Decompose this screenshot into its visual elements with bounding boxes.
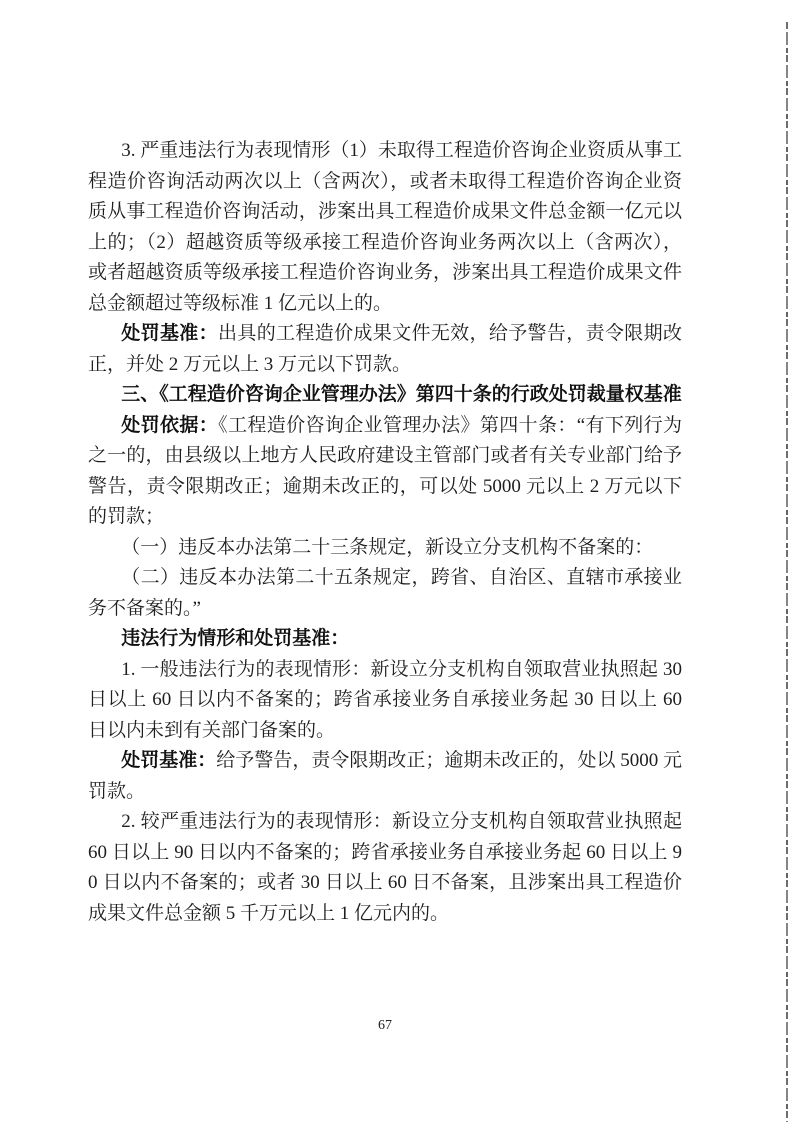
- subheading-text: 违法行为情形和处罚基准：: [121, 628, 350, 649]
- paragraph-text: 出具的工程造价成果文件无效，给予警告，责令限期改正，并处 2 万元以上 3 万元以下罚款。: [88, 323, 682, 375]
- penalty-basis-label: 处罚依据：: [121, 414, 219, 436]
- paragraph-penalty-basis: [88, 411, 682, 533]
- paragraph-text: （一）违反本办法第二十三条规定，新设立分支机构不备案的：: [121, 536, 654, 558]
- paragraph-severe-violation: [88, 136, 682, 319]
- penalty-standard-label: 处罚基准：: [121, 750, 217, 771]
- paragraph-general-violation: [88, 655, 682, 747]
- document-body: [88, 136, 682, 929]
- paragraph-text: （二）违反本办法第二十五条规定，跨省、自治区、直辖市承接业务不备案的。”: [88, 567, 682, 619]
- paragraph-text: 3. 严重违法行为表现情形（1）未取得工程造价咨询企业资质从事工程造价咨询活动两次以上（含两次），或者未取得工程造价咨询企业资质从事工程造价咨询活动，涉案出具工程造价成果文件总金额一亿元以上的；（2）超越资质等级承接工程造价咨询业务两次以上（含两次），或者超越资质等级承接工程造价咨询业务，涉案出具工程造价成果文件总金额超过等级标准 1 亿元以上的。: [88, 140, 682, 314]
- list-item-two: [88, 563, 682, 624]
- paragraph-penalty-standard-1: [88, 319, 682, 380]
- paragraph-text: 给予警告，责令限期改正；逾期未改正的，处以 5000 元罚款。: [88, 750, 682, 802]
- paragraph-more-severe-violation: [88, 807, 682, 929]
- penalty-standard-label: 处罚基准：: [121, 323, 218, 344]
- paragraph-penalty-standard-2: [88, 746, 682, 807]
- paragraph-text: 1. 一般违法行为的表现情形：新设立分支机构自领取营业执照起 30 日以上 60 日以内不备案的；跨省承接业务自承接业务起 30 日以上 60 日以内未到有关部门备案的。: [88, 658, 682, 741]
- scan-edge-artifact: [786, 22, 788, 1122]
- list-item-one: [88, 533, 682, 564]
- page-number: 67: [378, 1018, 392, 1033]
- subheading-violation-penalty: [88, 624, 682, 655]
- paragraph-text: 2. 较严重违法行为的表现情形：新设立分支机构自领取营业执照起 60 日以上 90 日以内不备案的；跨省承接业务自承接业务起 60 日以上 90 日以内不备案的；或者 30 日以上 60 日不备案，且涉案出具工程造价成果文件总金额 5 千万元以上 1 亿元内的。: [88, 811, 682, 924]
- section-heading: [88, 380, 682, 411]
- paragraph-text: 《工程造价咨询企业管理办法》第四十条：“有下列行为之一的，由县级以上地方人民政府建设主管部门或者有关专业部门给予警告，责令限期改正；逾期未改正的，可以处 5000 元以上 2 万元以下的罚款；: [88, 414, 682, 527]
- section-heading-text: 三、《工程造价咨询企业管理办法》第四十条的行政处罚裁量权基准: [121, 384, 682, 405]
